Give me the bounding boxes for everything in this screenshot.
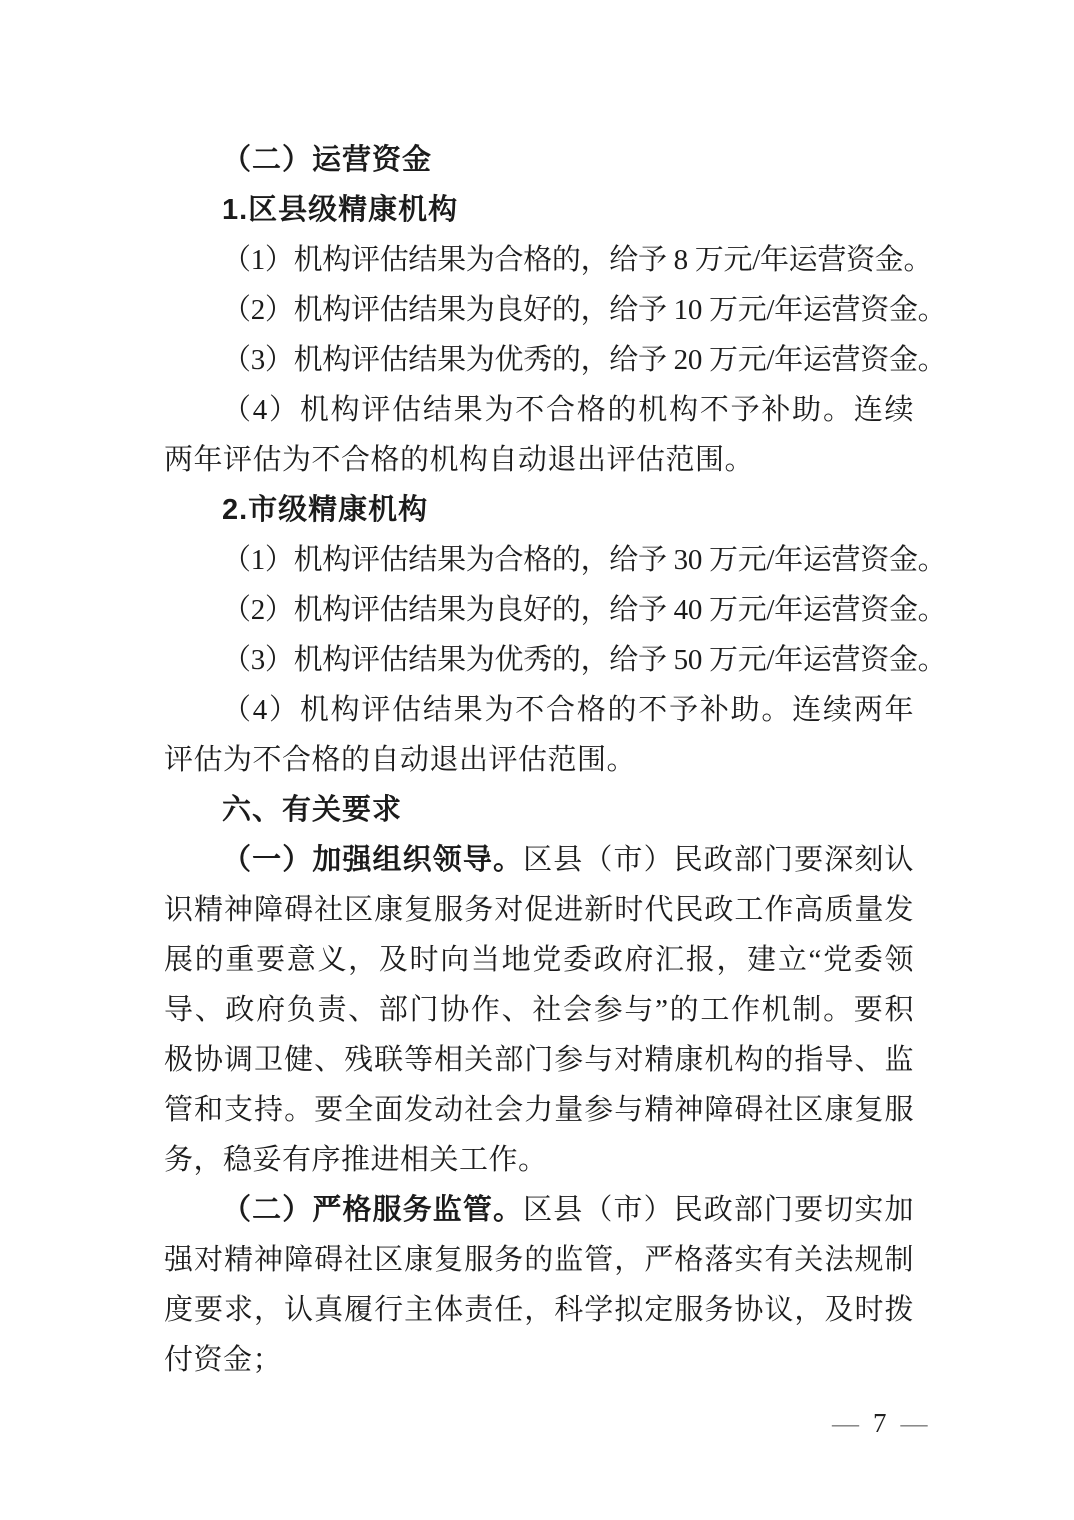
para-service-supervision-lead: （二）严格服务监管。: [222, 1194, 524, 1226]
para-strengthen-leadership-lead: （一）加强组织领导。: [222, 844, 524, 876]
footer-dash-left: —: [832, 1408, 859, 1438]
county-item-1: （1）机构评估结果为合格的，给予 8 万元/年运营资金。: [222, 244, 933, 276]
para-strengthen-leadership-text: 区县（市）民政部门要深刻认识精神障碍社区康复服务对促进新时代民政工作高质量发展的重要意义，及时向当地党委政府汇报，建立“党委领导、政府负责、部门协作、社会参与”的工作机制。要积极协调卫健、残联等相关部门参与对精康机构的指导、监管和支持。要全面发动社会力量参与精神障碍社区康复服务，稳妥有序推进相关工作。: [164, 844, 914, 1176]
city-item-1: （1）机构评估结果为合格的，给予 30 万元/年运营资金。: [222, 544, 947, 576]
heading-county-level-institutions: 1.区县级精康机构: [222, 194, 459, 226]
city-item-2: （2）机构评估结果为良好的，给予 40 万元/年运营资金。: [222, 594, 947, 626]
city-item-4: （4）机构评估结果为不合格的不予补助。连续两年评估为不合格的自动退出评估范围。: [164, 694, 914, 776]
county-item-4: （4）机构评估结果为不合格的机构不予补助。连续两年评估为不合格的机构自动退出评估范围。: [164, 394, 914, 476]
page-footer: [832, 1405, 928, 1441]
para-service-supervision: [164, 1185, 914, 1385]
heading-operating-funds: （二）运营资金: [222, 144, 433, 176]
county-item-2: （2）机构评估结果为良好的，给予 10 万元/年运营资金。: [222, 294, 947, 326]
para-strengthen-leadership: [164, 835, 914, 1185]
footer-page-number: 7: [873, 1408, 887, 1438]
heading-requirements: 六、有关要求: [222, 794, 403, 826]
city-item-3: （3）机构评估结果为优秀的，给予 50 万元/年运营资金。: [222, 644, 947, 676]
heading-city-level-institutions: 2.市级精康机构: [222, 494, 429, 526]
document-body: [164, 135, 947, 1385]
footer-dash-right: —: [900, 1408, 928, 1438]
county-item-3: （3）机构评估结果为优秀的，给予 20 万元/年运营资金。: [222, 344, 947, 376]
para-service-supervision-text: 区县（市）民政部门要切实加强对精神障碍社区康复服务的监管，严格落实有关法规制度要求，认真履行主体责任，科学拟定服务协议，及时拨付资金；: [164, 1194, 914, 1376]
